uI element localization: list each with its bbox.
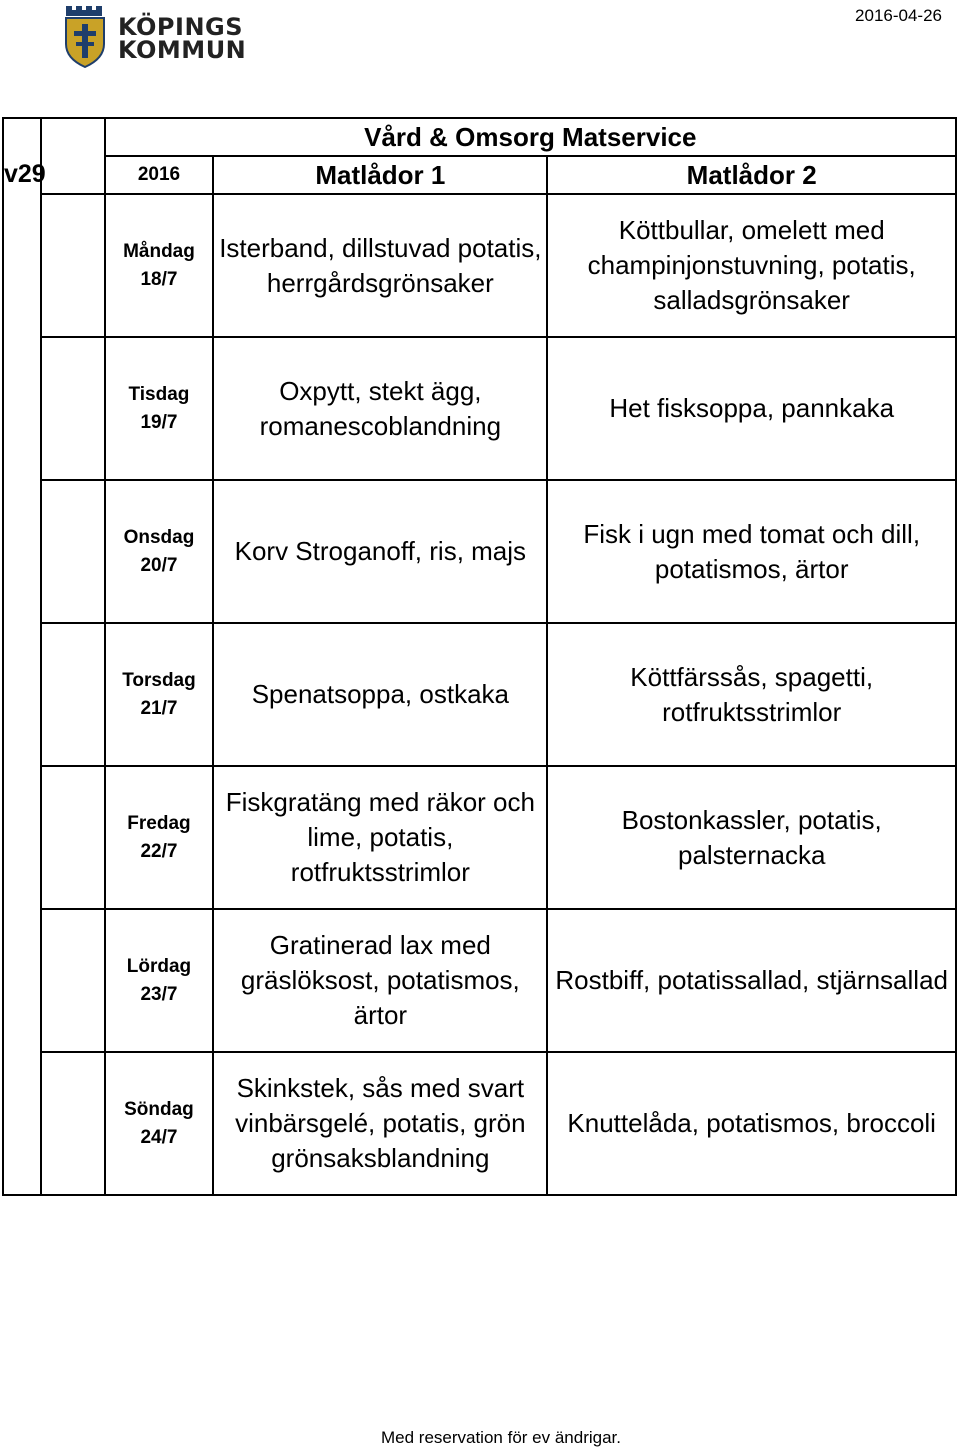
spacer-cell (41, 337, 104, 480)
day-row (3, 1052, 956, 1195)
corner-cell (3, 118, 41, 156)
spacer-cell (41, 194, 104, 337)
spacer-cell (41, 623, 104, 766)
meal-1: Spenatsoppa, ostkaka (213, 623, 547, 766)
day-date: 21/7 (140, 697, 178, 719)
day-row (3, 766, 956, 909)
spacer-cell (41, 480, 104, 623)
day-name: Söndag (124, 1098, 194, 1120)
day-name: Fredag (127, 812, 191, 834)
day-row (3, 623, 956, 766)
spacer-cell (41, 156, 104, 194)
day-date: 19/7 (140, 411, 178, 433)
day-name: Lördag (126, 955, 192, 977)
meal-2: Knuttelåda, potatismos, broccoli (547, 1052, 956, 1195)
meal-1: Oxpytt, stekt ägg, romanescoblandning (213, 337, 547, 480)
logo-text (118, 13, 247, 64)
meal-2: Bostonkassler, potatis, palsternacka (547, 766, 956, 909)
spacer-cell (41, 1052, 104, 1195)
day-row (3, 337, 956, 480)
day-date: 18/7 (140, 268, 178, 290)
day-name: Onsdag (123, 526, 195, 548)
day-date: 22/7 (140, 840, 178, 862)
column-header-matlador-2: Matlådor 2 (547, 156, 956, 194)
meal-2: Köttfärssås, spagetti, rotfruktsstrimlor (547, 623, 956, 766)
spacer-cell (41, 766, 104, 909)
meal-2: Köttbullar, omelett med champinjonstuvning, potatis, salladsgrönsaker (547, 194, 956, 337)
column-header-matlador-1: Matlådor 1 (213, 156, 547, 194)
corner-cell (41, 118, 104, 156)
meal-1: Isterband, dillstuvad potatis, herrgårdsgrönsaker (213, 194, 547, 337)
year-label: 2016 (105, 156, 214, 194)
meal-1: Korv Stroganoff, ris, majs (213, 480, 547, 623)
meal-2: Rostbiff, potatissallad, stjärnsallad (547, 909, 956, 1052)
footer-note: Med reservation för ev ändrigar. (380, 1428, 621, 1447)
meal-2: Fisk i ugn med tomat och dill, potatismos, ärtor (547, 480, 956, 623)
day-name: Måndag (123, 240, 195, 262)
day-cell (105, 909, 214, 1052)
day-name: Tisdag (128, 383, 190, 405)
day-cell (105, 480, 214, 623)
day-row (3, 909, 956, 1052)
meal-1: Fiskgratäng med räkor och lime, potatis, rotfruktsstrimlor (213, 766, 547, 909)
meal-2: Het fisksoppa, pannkaka (547, 337, 956, 480)
coat-of-arms-icon (62, 4, 106, 68)
day-name: Torsdag (122, 669, 196, 691)
day-row (3, 480, 956, 623)
day-cell (105, 623, 214, 766)
logo-text-line-1: KÖPINGS (118, 13, 244, 41)
day-date: 24/7 (140, 1126, 178, 1148)
day-cell (105, 1052, 214, 1195)
day-cell (105, 766, 214, 909)
logo-text-line-2: KOMMUN (118, 36, 247, 64)
day-row (3, 194, 956, 337)
day-cell (105, 337, 214, 480)
day-cell (105, 194, 214, 337)
title-row (3, 118, 956, 156)
meal-1: Gratinerad lax med gräslöksost, potatismos, ärtor (213, 909, 547, 1052)
table-title: Vård & Omsorg Matservice (105, 118, 956, 156)
spacer-cell (41, 909, 104, 1052)
meal-1: Skinkstek, sås med svart vinbärsgelé, potatis, grön grönsaksblandning (213, 1052, 547, 1195)
header-row (3, 156, 956, 194)
day-date: 20/7 (140, 554, 178, 576)
week-number: v29 (3, 156, 41, 1195)
menu-table (2, 117, 957, 1196)
day-date: 23/7 (140, 983, 178, 1005)
document-date: 2016-04-26 (855, 6, 942, 25)
